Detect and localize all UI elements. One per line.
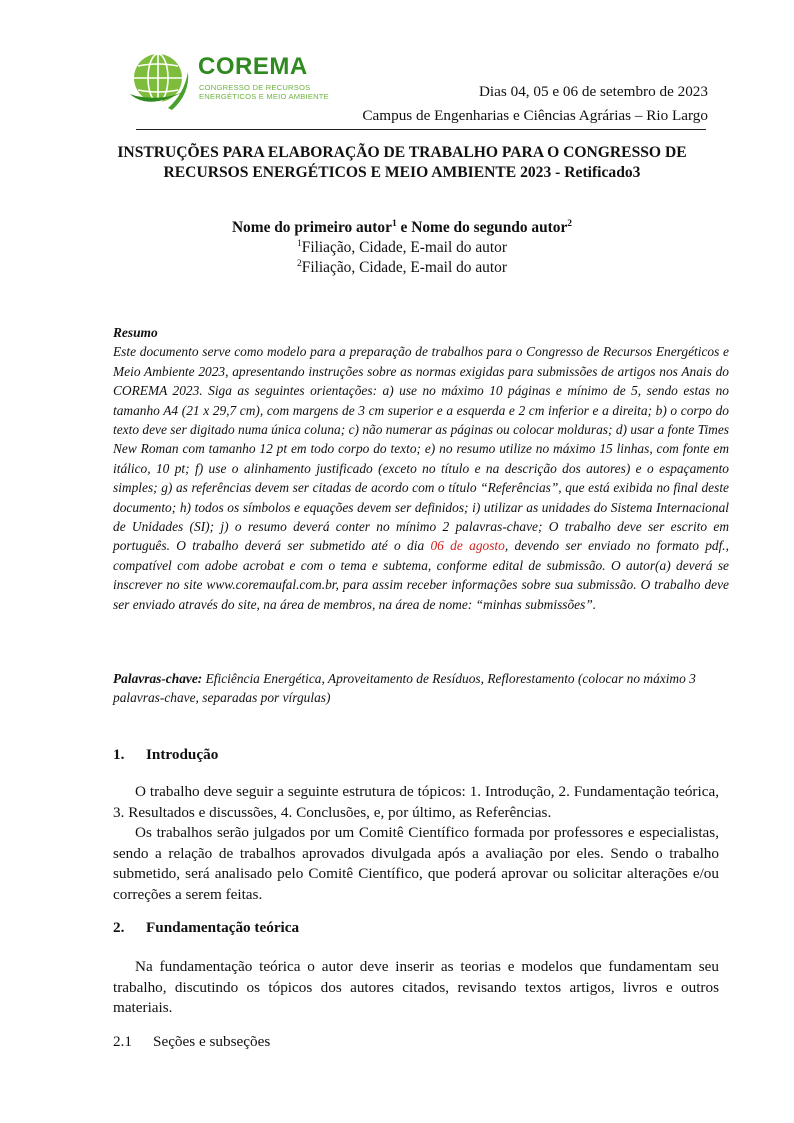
subsection-heading-secoes <box>113 1032 270 1052</box>
header-divider <box>136 129 706 130</box>
corema-logo <box>128 50 329 116</box>
abstract-text-cont: , devendo ser enviado no formato pdf., compatível com adobe acrobat e com o tema e subtema, conforme edital de submissão. O autor(a) deverá se inscrever no site www.coremaufal.com.br, para assim receber informações sobre sua submissão. O trabalho deve ser enviado através do site, na área de membros, na área de nome: “minhas submissões”. <box>113 538 729 612</box>
section-title: Fundamentação teórica <box>146 919 300 936</box>
affiliation-1-text: Filiação, Cidade, E-mail do autor <box>301 239 507 256</box>
affiliation-1-sup: 1 <box>297 239 302 249</box>
affiliation-2-text: Filiação, Cidade, E-mail do autor <box>301 259 507 276</box>
logo-subtitle-line: CONGRESSO DE RECURSOS <box>199 83 311 92</box>
logo-wordmark: COREMA <box>198 53 308 80</box>
authors-block <box>92 218 712 278</box>
abstract-deadline: 06 de agosto <box>430 538 505 554</box>
author-second: Nome do segundo autor <box>411 219 568 236</box>
subsection-title: Seções e subseções <box>153 1033 271 1050</box>
subsection-number: 2.1 <box>113 1033 132 1050</box>
author-second-sup: 2 <box>567 219 573 229</box>
event-date: Dias 04, 05 e 06 de setembro de 2023 <box>478 83 708 100</box>
affiliation-2-sup: 2 <box>297 259 302 269</box>
abstract-text: Este documento serve como modelo para a preparação de trabalhos para o Congresso de Recursos Energéticos e Meio Ambiente 2023, apresentando instruções sobre as normas exigidas para submissões de artigos nos Anais do COREMA 2023. Siga as seguintes orientações: a) use no máximo 10 páginas e mínimo de 5, sendo estas no tamanho A4 (21 x 29,7 cm), com margens de 3 cm superior e a esquerda e 2 cm inferior e a direita; b) o corpo do texto deve ser digitado numa única coluna; c) não numerar as páginas ou colocar molduras; d) usar a fonte Times New Roman com tamanho 12 pt em todo corpo do texto; e) no resumo utilize no máximo 15 linhas, com fonte em itálico, 10 pt; f) use o alinhamento justificado (exceto no título e na descrição dos autores) e o espaçamento simples; g) as referências devem ser citadas de acordo com o título “Referências”, que está exibida no final deste documento; h) todos os símbolos e equações devem ser definidos; i) utilizar as unidades do Sistema Internacional de Unidades (SI); j) o resumo deverá conter no mínimo 2 palavras-chave; O trabalho deve ser escrito em português. O trabalho deverá ser submetido até o dia <box>113 344 729 554</box>
logo-subtitle-line: ENERGÉTICOS E MEIO AMBIENTE <box>199 92 329 101</box>
author-names <box>92 218 712 238</box>
globe-leaf-icon <box>128 50 194 112</box>
keywords-block <box>113 669 729 708</box>
paragraph: O trabalho deve seguir a seguinte estrutura de tópicos: 1. Introdução, 2. Fundamentação teórica, 3. Resultados e discussões, 4. Conclusões, e, por último, as Referências. <box>113 783 719 821</box>
author-first: Nome do primeiro autor <box>231 219 392 236</box>
document-title: INSTRUÇÕES PARA ELABORAÇÃO DE TRABALHO PARA O CONGRESSO DE RECURSOS ENERGÉTICOS E MEIO AMBIENTE 2023 - Retificado3 <box>117 144 687 181</box>
section-heading-introducao <box>113 745 218 765</box>
section-title: Introdução <box>146 746 219 763</box>
event-location: Campus de Engenharias e Ciências Agrárias – Rio Largo <box>362 107 708 124</box>
section-body-introducao <box>113 782 719 905</box>
affiliation-1 <box>92 238 712 258</box>
section-heading-fundamentacao <box>113 918 299 938</box>
author-first-sup: 1 <box>391 219 397 229</box>
section-number: 2. <box>113 919 125 936</box>
keywords-text: Eficiência Energética, Aproveitamento de Resíduos, Reflorestamento (colocar no máximo 3 palavras-chave, separadas por vírgulas) <box>113 671 696 706</box>
section-number: 1. <box>113 746 125 763</box>
affiliation-2 <box>92 258 712 278</box>
paragraph: Os trabalhos serão julgados por um Comitê Científico formada por professores e especialistas, sendo a relação de trabalhos aprovados divulgada após a avaliação por eles. Sendo o trabalho submetido, será analisado pelo Comitê Científico, que poderá aprovar ou solicitar alterações e/ou correções a serem feitas. <box>113 824 719 903</box>
event-info <box>362 80 708 128</box>
abstract-block <box>113 323 729 614</box>
section-body-fundamentacao <box>113 957 719 1019</box>
keywords-label: Palavras-chave: <box>113 671 203 686</box>
logo-subtitle <box>199 83 329 101</box>
abstract-heading: Resumo <box>113 325 158 340</box>
author-connector: e <box>396 219 412 236</box>
paragraph: Na fundamentação teórica o autor deve inserir as teorias e modelos que fundamentam seu trabalho, discutindo os tópicos dos autores citados, revisando textos artigos, livros e outros materiais. <box>113 958 719 1016</box>
